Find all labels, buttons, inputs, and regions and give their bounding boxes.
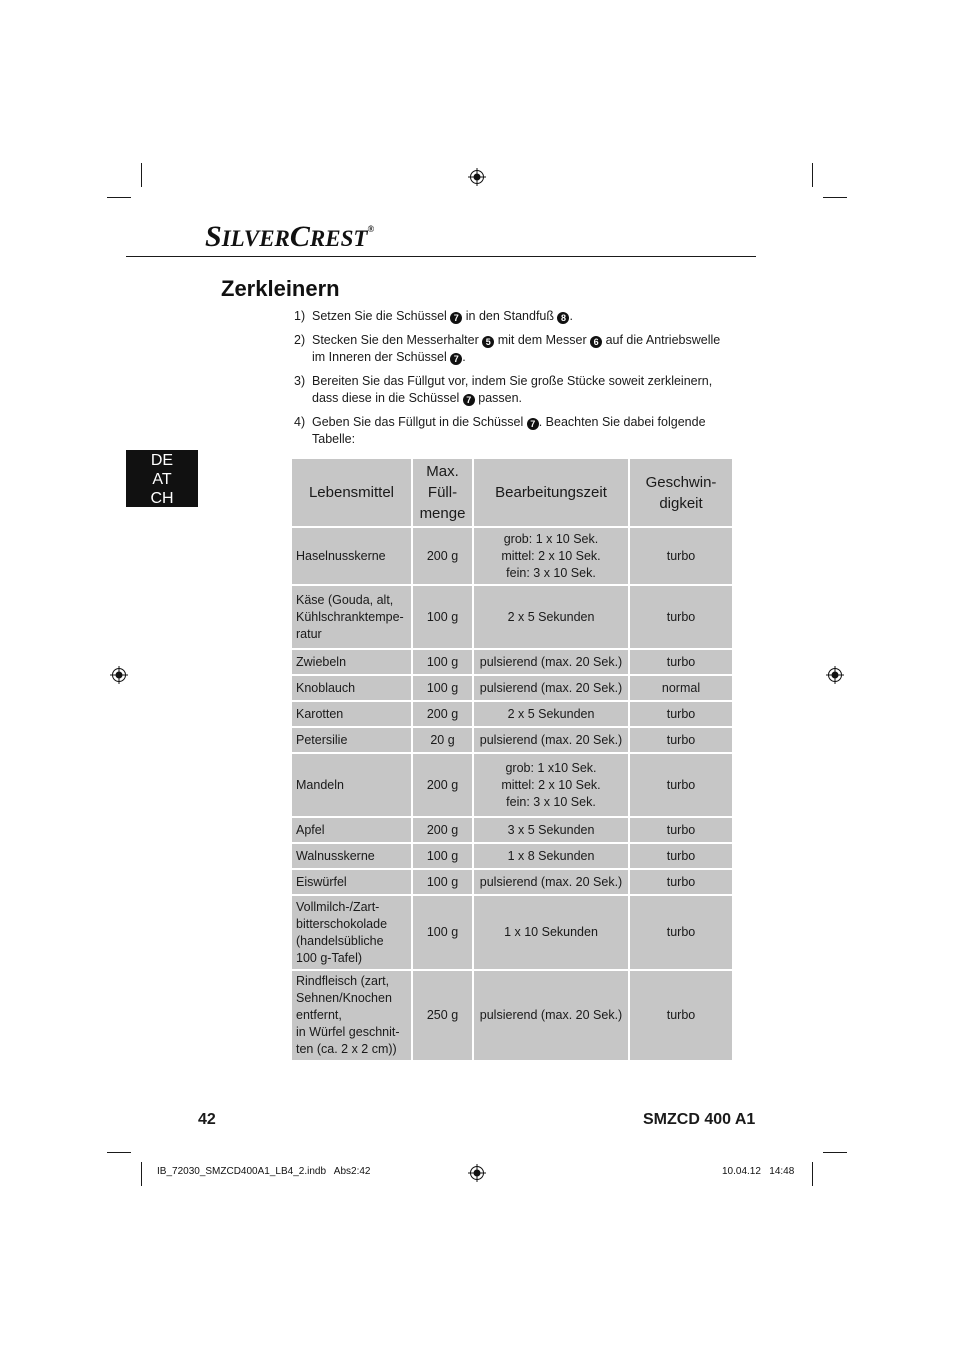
table-cell: grob: 1 x10 Sek. mittel: 2 x 10 Sek. fein: 3 x 10 Sek. <box>473 753 629 817</box>
table-cell: Vollmilch-/Zart- bitterschokolade (handelsübliche 100 g-Tafel) <box>291 895 412 970</box>
step-number: 2) <box>294 333 306 347</box>
model-number: SMZCD 400 A1 <box>643 1111 756 1128</box>
table-cell: 100 g <box>412 895 473 970</box>
table-cell: pulsierend (max. 20 Sek.) <box>473 869 629 895</box>
table-cell: 200 g <box>412 527 473 585</box>
step-list <box>294 308 734 455</box>
table-cell: 20 g <box>412 727 473 753</box>
step-number: 4) <box>294 415 306 429</box>
header-rule <box>126 256 756 257</box>
table-cell: turbo <box>629 727 733 753</box>
table-cell: Eiswürfel <box>291 869 412 895</box>
table-cell: 200 g <box>412 817 473 843</box>
table-cell: turbo <box>629 585 733 649</box>
table-cell: 2 x 5 Sekunden <box>473 701 629 727</box>
step-text: Bereiten Sie das Füllgut vor, indem Sie große Stücke soweit zerkleinern, dass diese in die Schüssel 7 passen. <box>312 374 713 405</box>
table-row <box>291 701 733 727</box>
print-slug-file: IB_72030_SMZCD400A1_LB4_2.indb Abs2:42 <box>157 1166 371 1177</box>
print-slug-date: 10.04.12 14:48 <box>722 1166 795 1177</box>
crop-mark <box>812 163 813 187</box>
table-cell: Knoblauch <box>291 675 412 701</box>
crop-mark <box>812 1162 813 1186</box>
table-cell: 1 x 8 Sekunden <box>473 843 629 869</box>
brand-logo <box>205 220 374 254</box>
table-cell: 1 x 10 Sekunden <box>473 895 629 970</box>
table-cell: 100 g <box>412 843 473 869</box>
table-cell: Zwiebeln <box>291 649 412 675</box>
table-row <box>291 817 733 843</box>
table-header-cell: Bearbeitungszeit <box>473 458 629 527</box>
step-text: Setzen Sie die Schüssel 7 in den Standfuß 8 . <box>312 309 573 323</box>
language-ch: CH <box>150 490 174 507</box>
table-cell: Käse (Gouda, alt, Kühlschranktempe- ratur <box>291 585 412 649</box>
part-number-badge: 5 <box>482 336 494 348</box>
registration-mark-icon <box>468 1164 486 1182</box>
table-cell: 100 g <box>412 869 473 895</box>
brand-logo-text: SILVERCREST <box>205 220 368 253</box>
crop-mark <box>823 197 847 198</box>
table-row <box>291 585 733 649</box>
table-cell: 200 g <box>412 753 473 817</box>
table-cell: Rindfleisch (zart, Sehnen/Knochen entfernt, in Würfel geschnit- ten (ca. 2 x 2 cm)) <box>291 970 412 1061</box>
page-title: Zerkleinern <box>221 276 340 301</box>
language-de: DE <box>150 452 174 469</box>
table-cell: 100 g <box>412 585 473 649</box>
table-header-cell: Max. Füll- menge <box>412 458 473 527</box>
step-item <box>294 308 734 325</box>
crop-mark <box>107 1152 131 1153</box>
processing-table <box>290 457 734 1062</box>
table-cell: grob: 1 x 10 Sek. mittel: 2 x 10 Sek. fein: 3 x 10 Sek. <box>473 527 629 585</box>
table-cell: Walnusskerne <box>291 843 412 869</box>
table-header-cell: Lebensmittel <box>291 458 412 527</box>
table-cell: pulsierend (max. 20 Sek.) <box>473 970 629 1061</box>
table-cell: 200 g <box>412 701 473 727</box>
table-cell: turbo <box>629 895 733 970</box>
registration-mark-icon <box>110 666 128 684</box>
language-tab <box>126 450 198 507</box>
table-cell: turbo <box>629 843 733 869</box>
part-number-badge: 7 <box>450 353 462 365</box>
table-cell: Karotten <box>291 701 412 727</box>
part-number-badge: 7 <box>463 394 475 406</box>
table-cell: turbo <box>629 817 733 843</box>
table-cell: turbo <box>629 701 733 727</box>
step-item <box>294 373 734 407</box>
table-cell: Haselnusskerne <box>291 527 412 585</box>
page-number: 42 <box>198 1111 216 1128</box>
step-item <box>294 332 734 366</box>
table-cell: 2 x 5 Sekunden <box>473 585 629 649</box>
step-item <box>294 414 734 448</box>
table-cell: 100 g <box>412 649 473 675</box>
table-cell: Mandeln <box>291 753 412 817</box>
table-cell: Petersilie <box>291 727 412 753</box>
table-cell: turbo <box>629 527 733 585</box>
table-cell: 3 x 5 Sekunden <box>473 817 629 843</box>
step-number: 1) <box>294 309 306 323</box>
crop-mark <box>141 163 142 187</box>
table-cell: pulsierend (max. 20 Sek.) <box>473 727 629 753</box>
step-text: Stecken Sie den Messerhalter 5 mit dem Messer 6 auf die Antriebswelle im Inneren der Schüssel 7 . <box>312 333 721 364</box>
table-cell: turbo <box>629 649 733 675</box>
crop-mark <box>823 1152 847 1153</box>
table-cell: normal <box>629 675 733 701</box>
crop-mark <box>141 1162 142 1186</box>
table-header-row <box>291 458 733 527</box>
table-cell: turbo <box>629 970 733 1061</box>
table-cell: pulsierend (max. 20 Sek.) <box>473 649 629 675</box>
table-cell: Apfel <box>291 817 412 843</box>
table-cell: 100 g <box>412 675 473 701</box>
registered-mark: ® <box>367 224 375 234</box>
table-row <box>291 675 733 701</box>
table-row <box>291 843 733 869</box>
part-number-badge: 7 <box>527 418 539 430</box>
registration-mark-icon <box>468 168 486 186</box>
table-cell: 250 g <box>412 970 473 1061</box>
crop-mark <box>107 197 131 198</box>
part-number-badge: 6 <box>590 336 602 348</box>
registration-mark-icon <box>826 666 844 684</box>
table-header-cell: Geschwin- digkeit <box>629 458 733 527</box>
table-row <box>291 753 733 817</box>
table-row <box>291 727 733 753</box>
part-number-badge: 7 <box>450 312 462 324</box>
table-row <box>291 527 733 585</box>
table-cell: pulsierend (max. 20 Sek.) <box>473 675 629 701</box>
table-row <box>291 895 733 970</box>
language-at: AT <box>152 471 172 488</box>
part-number-badge: 8 <box>557 312 569 324</box>
step-text: Geben Sie das Füllgut in die Schüssel 7 . Beachten Sie dabei folgende Tabelle: <box>312 415 706 446</box>
table-cell: turbo <box>629 753 733 817</box>
step-number: 3) <box>294 374 306 388</box>
table-row <box>291 970 733 1061</box>
table-cell: turbo <box>629 869 733 895</box>
table-row <box>291 649 733 675</box>
table-row <box>291 869 733 895</box>
